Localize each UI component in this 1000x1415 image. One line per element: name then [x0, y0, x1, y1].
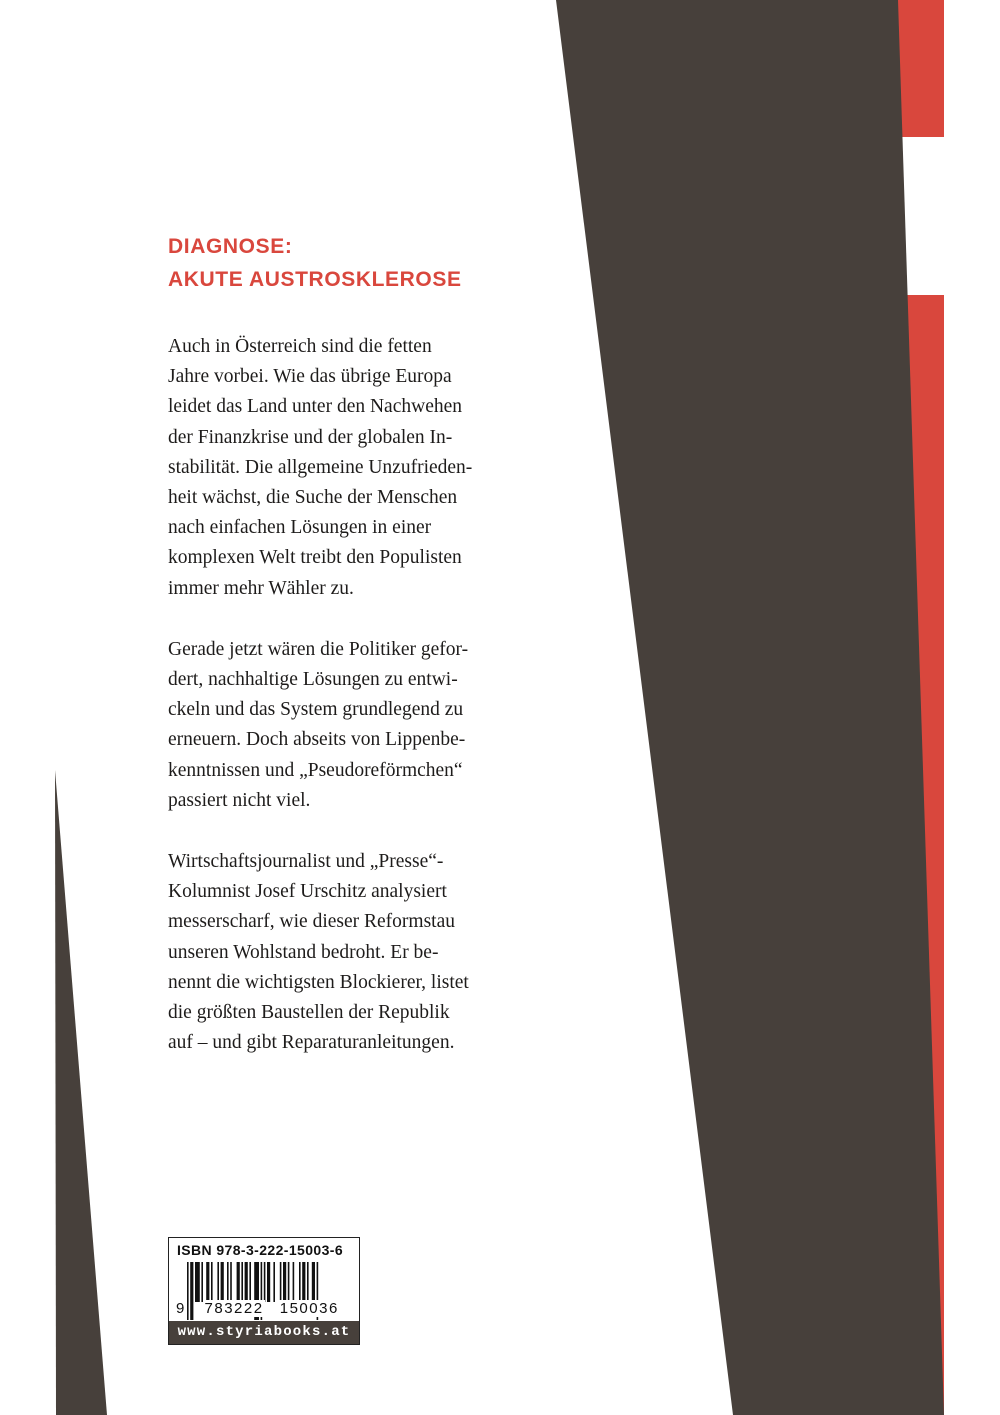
- headline-line: AKUTE AUSTROSKLEROSE: [168, 268, 462, 291]
- barcode-bar: [267, 1262, 270, 1302]
- isbn-label: ISBN 978-3-222-15003-6: [177, 1242, 344, 1258]
- text-line: nach einfachen Lösungen in einer: [168, 517, 432, 539]
- text-line: Gerade jetzt wären die Politiker gefor-: [168, 638, 469, 660]
- ean-right-group: 150036: [279, 1300, 339, 1317]
- barcode-bar: [227, 1262, 229, 1302]
- barcode-bar: [245, 1262, 248, 1302]
- text-line: heit wächst, die Suche der Menschen: [168, 487, 458, 509]
- text-line: kenntnissen und „Pseudoreförmchen“: [168, 759, 463, 781]
- ean-left-group: 783222: [204, 1300, 264, 1317]
- paragraph-1: [168, 332, 528, 604]
- barcode-bar: [241, 1262, 243, 1302]
- text-line: stabilität. Die allgemeine Unzufrieden-: [168, 456, 473, 478]
- text-line: Jahre vorbei. Wie das übrige Europa: [168, 366, 452, 388]
- barcode-bar: [299, 1262, 301, 1302]
- back-cover-text: [168, 230, 528, 1089]
- text-line: Wirtschaftsjournalist und „Presse“-: [168, 851, 444, 873]
- barcode-bar: [249, 1262, 251, 1302]
- text-line: dert, nachhaltige Lösungen zu entwi-: [168, 669, 458, 691]
- ean-first-digit: 9: [176, 1300, 185, 1317]
- paragraph-2: [168, 635, 528, 816]
- isbn-barcode: [168, 1237, 360, 1345]
- text-line: Auch in Österreich sind die fetten: [168, 336, 432, 357]
- barcode-bar: [211, 1262, 213, 1302]
- headline-line: DIAGNOSE:: [168, 235, 293, 258]
- dark-left-wedge: [55, 770, 107, 1415]
- barcode-bar: [264, 1262, 266, 1302]
- barcode-bar: [288, 1262, 290, 1302]
- barcode-bar: [221, 1262, 224, 1302]
- text-line: erneuern. Doch abseits von Lippenbe-: [168, 729, 466, 751]
- barcode-bar: [237, 1262, 240, 1302]
- text-line: der Finanzkrise und der globalen In-: [168, 426, 453, 448]
- text-line: Kolumnist Josef Urschitz analysiert: [168, 881, 447, 903]
- barcode-bar: [312, 1262, 315, 1302]
- ean-number: [175, 1300, 353, 1317]
- text-line: die größten Baustellen der Republik: [168, 1002, 450, 1024]
- text-line: unseren Wohlstand bedroht. Er be-: [168, 941, 439, 963]
- text-line: messerscharf, wie dieser Reformstau: [168, 911, 455, 933]
- text-line: nennt die wichtigsten Blockierer, listet: [168, 971, 469, 993]
- text-line: ckeln und das System grundlegend zu: [168, 699, 464, 721]
- paragraph-3: [168, 847, 528, 1058]
- barcode-bar: [302, 1262, 305, 1302]
- text-line: passiert nicht viel.: [168, 789, 311, 811]
- barcode-bar: [273, 1262, 275, 1302]
- barcode-bar: [217, 1262, 219, 1302]
- text-line: auf – und gibt Reparaturanleitungen.: [168, 1032, 455, 1054]
- barcode-bar: [201, 1262, 203, 1302]
- barcode-bar: [230, 1262, 232, 1302]
- dark-slanted-band: [556, 0, 944, 1415]
- headline: [168, 230, 528, 296]
- barcode-bar: [206, 1262, 209, 1302]
- barcode-bar: [195, 1262, 200, 1302]
- barcode-bar: [307, 1262, 309, 1302]
- text-line: immer mehr Wähler zu.: [168, 577, 354, 599]
- publisher-website: www.styriabooks.at: [169, 1321, 359, 1344]
- barcode-bar: [283, 1262, 286, 1302]
- barcode-bar: [280, 1262, 282, 1302]
- barcode-bar: [293, 1262, 295, 1302]
- text-line: leidet das Land unter den Nachwehen: [168, 396, 463, 418]
- text-line: komplexen Welt treibt den Populisten: [168, 547, 462, 569]
